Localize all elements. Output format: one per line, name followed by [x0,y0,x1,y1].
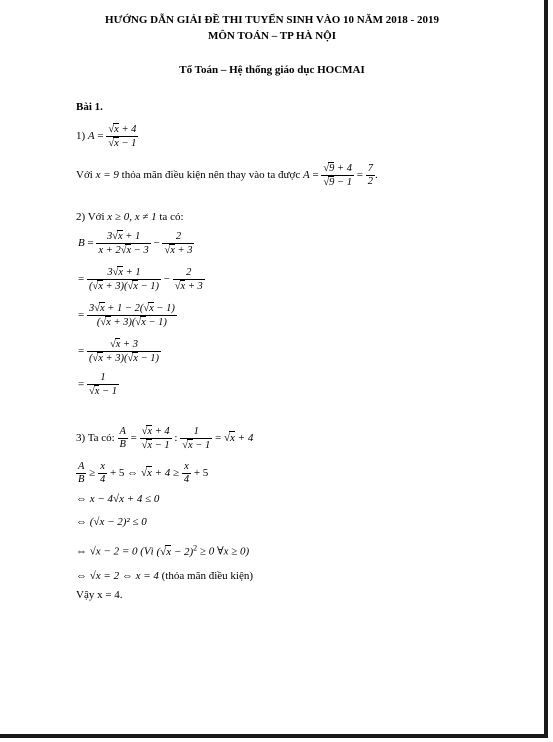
document-title-line1: HƯỚNG DẪN GIẢI ĐỀ THI TUYỂN SINH VÀO 10 NĂM 2018 - 2019 [105,14,439,26]
part3-inequality: $\frac{A}{B}$ ≥ $\frac{x}{4}$ + 5 ⇔ √x + 4 ≥ $\frac{x}{4}$ + 5 [78,461,209,485]
part1-text: Với [76,169,93,182]
part2-label: 2) Với [76,211,105,223]
part2-step5: = $\frac{1}{√x - 1}$ [78,372,117,397]
part1-condition: x = 9 [95,169,119,182]
part2-step1: B = $\frac{3√x + 1}{x + 2√x - 3}$ − $\frac{2}{√x + 3}$ [78,230,193,256]
section-heading: Bài 1. [76,101,103,113]
part1-substitution: Với x = 9 thỏa mãn điều kiện nên thay vào ta được A = $\frac{√9 + 4}{√9 - 1}$ = $\frac{7}{2}$ . [76,163,378,188]
part1-formula-A: 1) A = $\frac{√x + 4}{√x - 1}$ [76,124,137,149]
part2-condition: x ≥ 0, x ≠ 1 [107,211,157,223]
fraction-result: $\frac{7}{2}$ [367,163,373,187]
part3-equiv4: ⇔ √x = 2 ⇔ x = 4 (thỏa mãn điều kiện) [76,570,253,582]
part3-equiv2: ⇔ (√x − 2)² ≤ 0 [76,516,147,528]
part1-text2: thỏa mãn điều kiện nên thay vào ta được [121,169,301,182]
fraction-A-value: $\frac{√9 + 4}{√9 - 1}$ [323,163,353,188]
part3-conclusion: Vậy x = 4. [76,589,123,601]
part1-label: 1) [76,130,86,143]
fraction-A: $\frac{√x + 4}{√x - 1}$ [108,124,137,149]
part3-equiv1: ⇔ x − 4√x + 4 ≤ 0 [76,493,160,505]
document-title-line2: MÔN TOÁN – TP HÀ NỘI [207,30,337,42]
part3-ratio: 3) Ta có: $\frac{A}{B}$ = $\frac{√x + 4}{√x - 1}$ : $\frac{1}{√x - 1}$ = √x + 4 [76,425,254,451]
part2-step3: = $\frac{3√x + 1 - 2(√x - 1)}{(√x + 3)(√x - 1)}$ [78,303,175,328]
part2-intro [76,211,184,223]
part2-text: ta có: [159,211,184,223]
part2-step4: = $\frac{√x + 3}{(√x + 3)(√x - 1)}$ [78,339,160,364]
document-subtitle: Tổ Toán – Hệ thống giáo dục HOCMAI [179,64,365,76]
part3-label: 3) Ta có: [76,432,115,445]
part3-equiv3: ⇔ √x − 2 = 0 (Vì $(√x - 2)^2 \ge 0$ ∀x ≥ 0) [76,543,250,558]
part2-step2: = $\frac{3√x + 1}{(√x + 3)(√x - 1)}$ − $\frac{2}{√x + 3}$ [78,266,203,292]
